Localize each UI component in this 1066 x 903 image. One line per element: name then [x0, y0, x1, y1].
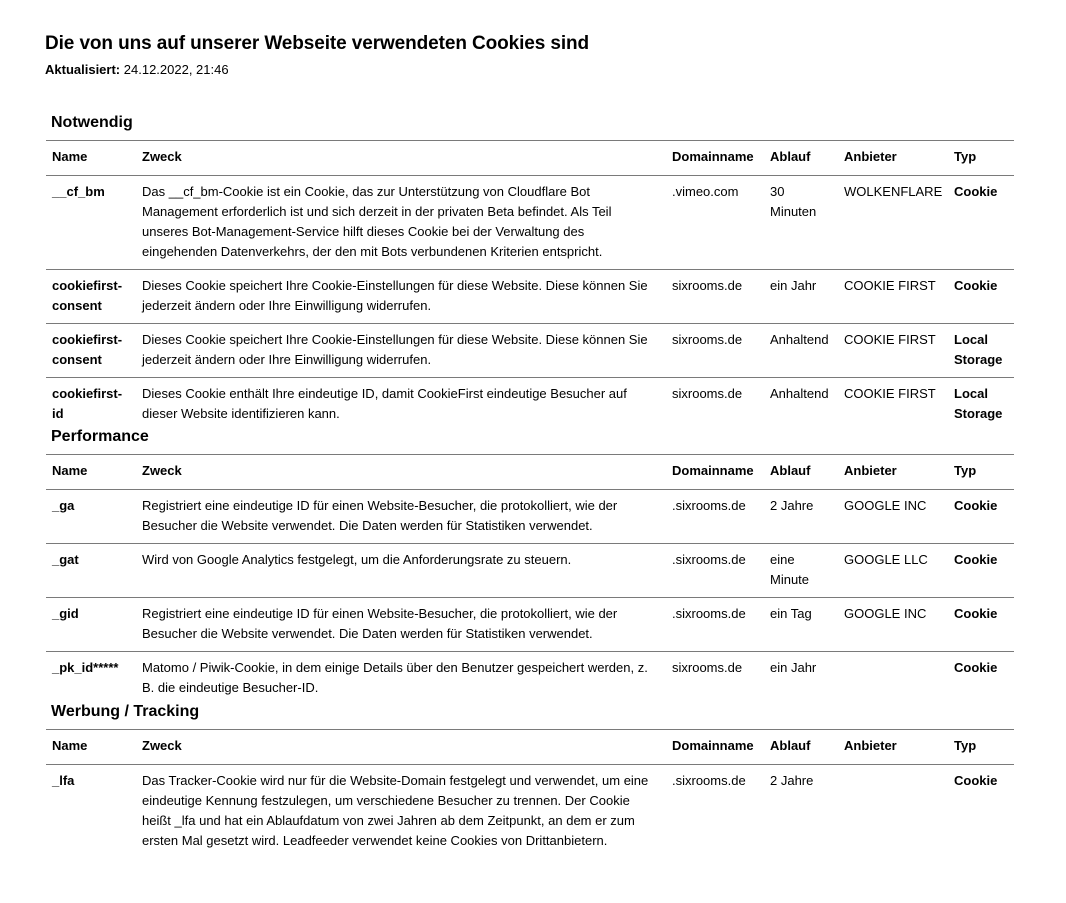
- updated-line: [45, 62, 229, 77]
- table-row: [46, 324, 1014, 378]
- cookie-provider: COOKIE FIRST: [838, 378, 948, 432]
- column-header-purpose: Zweck: [136, 455, 666, 490]
- cookie-provider: COOKIE FIRST: [838, 324, 948, 378]
- section-advertising-tracking: [46, 701, 1014, 858]
- cookie-domain: .sixrooms.de: [666, 598, 764, 652]
- table-row: [46, 490, 1014, 544]
- cookie-name: cookiefirst-consent: [46, 324, 136, 378]
- table-row: [46, 378, 1014, 432]
- table-header-row: [46, 730, 1014, 765]
- cookie-type: Cookie: [948, 765, 1014, 859]
- cookie-domain: .sixrooms.de: [666, 544, 764, 598]
- cookie-name: _gid: [46, 598, 136, 652]
- column-header-name: Name: [46, 141, 136, 176]
- cookie-purpose: Wird von Google Analytics festgelegt, um die Anforderungsrate zu steuern.: [136, 544, 666, 598]
- cookie-purpose: Registriert eine eindeutige ID für einen Website-Besucher, die protokolliert, wie der Besucher die Website verwendet. Die Daten werden für Statistiken verwendet.: [136, 598, 666, 652]
- cookie-domain: sixrooms.de: [666, 324, 764, 378]
- cookie-domain: sixrooms.de: [666, 270, 764, 324]
- column-header-type: Typ: [948, 730, 1014, 765]
- column-header-expiry: Ablauf: [764, 455, 838, 490]
- cookie-domain: sixrooms.de: [666, 652, 764, 706]
- column-header-domain: Domainname: [666, 455, 764, 490]
- cookie-expiry: 30 Minuten: [764, 176, 838, 270]
- cookie-name: cookiefirst-consent: [46, 270, 136, 324]
- cookie-purpose: Das __cf_bm-Cookie ist ein Cookie, das zur Unterstützung von Cloudflare Bot Management erforderlich ist und sich derzeit in der privaten Beta befindet. Als Teil unseres Bot-Management-Service hilft dieses Cookie bei der Verwaltung des eingehenden Datenverkehrs, der den mit Bots verbundenen Kriterien entspricht.: [136, 176, 666, 270]
- column-header-expiry: Ablauf: [764, 141, 838, 176]
- cookie-expiry: 2 Jahre: [764, 765, 838, 859]
- section-necessary: [46, 112, 1014, 431]
- column-header-domain: Domainname: [666, 730, 764, 765]
- cookie-provider: WOLKENFLARE: [838, 176, 948, 270]
- table-row: [46, 176, 1014, 270]
- cookie-table: [46, 454, 1014, 705]
- cookie-domain: sixrooms.de: [666, 378, 764, 432]
- cookie-provider: GOOGLE INC: [838, 598, 948, 652]
- column-header-name: Name: [46, 730, 136, 765]
- table-row: [46, 270, 1014, 324]
- cookie-type: Cookie: [948, 270, 1014, 324]
- cookie-domain: .vimeo.com: [666, 176, 764, 270]
- cookie-purpose: Dieses Cookie speichert Ihre Cookie-Einstellungen für diese Website. Diese können Sie jederzeit ändern oder Ihre Einwilligung widerrufen.: [136, 270, 666, 324]
- cookie-provider: GOOGLE INC: [838, 490, 948, 544]
- table-row: [46, 765, 1014, 859]
- cookie-name: __cf_bm: [46, 176, 136, 270]
- cookie-provider: COOKIE FIRST: [838, 270, 948, 324]
- cookie-type: Cookie: [948, 544, 1014, 598]
- cookie-type: Cookie: [948, 598, 1014, 652]
- column-header-name: Name: [46, 455, 136, 490]
- cookie-provider: GOOGLE LLC: [838, 544, 948, 598]
- cookie-expiry: 2 Jahre: [764, 490, 838, 544]
- section-title: Werbung / Tracking: [51, 703, 200, 720]
- cookie-expiry: Anhaltend: [764, 324, 838, 378]
- cookie-expiry: Anhaltend: [764, 378, 838, 432]
- cookie-domain: .sixrooms.de: [666, 765, 764, 859]
- cookie-expiry: ein Jahr: [764, 652, 838, 706]
- column-header-provider: Anbieter: [838, 730, 948, 765]
- cookie-purpose: Matomo / Piwik-Cookie, in dem einige Details über den Benutzer gespeichert werden, z. B. die eindeutige Besucher-ID.: [136, 652, 666, 706]
- table-row: [46, 544, 1014, 598]
- cookie-name: _ga: [46, 490, 136, 544]
- section-title: Performance: [51, 428, 149, 445]
- cookie-provider: [838, 765, 948, 859]
- table-row: [46, 652, 1014, 706]
- cookie-provider: [838, 652, 948, 706]
- table-row: [46, 598, 1014, 652]
- cookie-type: Cookie: [948, 176, 1014, 270]
- cookie-purpose: Dieses Cookie speichert Ihre Cookie-Einstellungen für diese Website. Diese können Sie jederzeit ändern oder Ihre Einwilligung widerrufen.: [136, 324, 666, 378]
- column-header-provider: Anbieter: [838, 141, 948, 176]
- cookie-type: Cookie: [948, 652, 1014, 706]
- cookie-type: Local Storage: [948, 324, 1014, 378]
- column-header-type: Typ: [948, 141, 1014, 176]
- column-header-type: Typ: [948, 455, 1014, 490]
- column-header-purpose: Zweck: [136, 730, 666, 765]
- cookie-name: _lfa: [46, 765, 136, 859]
- cookie-name: _gat: [46, 544, 136, 598]
- column-header-domain: Domainname: [666, 141, 764, 176]
- cookie-name: _pk_id*****: [46, 652, 136, 706]
- cookie-type: Local Storage: [948, 378, 1014, 432]
- cookie-domain: .sixrooms.de: [666, 490, 764, 544]
- column-header-provider: Anbieter: [838, 455, 948, 490]
- cookie-purpose: Dieses Cookie enthält Ihre eindeutige ID, damit CookieFirst eindeutige Besucher auf dieser Website identifizieren kann.: [136, 378, 666, 432]
- page-title: Die von uns auf unserer Webseite verwendeten Cookies sind: [45, 33, 590, 54]
- cookie-expiry: ein Tag: [764, 598, 838, 652]
- cookie-table: [46, 140, 1014, 431]
- section-performance: [46, 426, 1014, 705]
- cookie-purpose: Registriert eine eindeutige ID für einen Website-Besucher, die protokolliert, wie der Besucher die Website verwendet. Die Daten werden für Statistiken verwendet.: [136, 490, 666, 544]
- cookie-expiry: ein Jahr: [764, 270, 838, 324]
- cookie-expiry: eine Minute: [764, 544, 838, 598]
- cookie-table: [46, 729, 1014, 858]
- table-header-row: [46, 455, 1014, 490]
- updated-label: Aktualisiert:: [45, 62, 121, 77]
- table-header-row: [46, 141, 1014, 176]
- column-header-expiry: Ablauf: [764, 730, 838, 765]
- cookie-type: Cookie: [948, 490, 1014, 544]
- column-header-purpose: Zweck: [136, 141, 666, 176]
- section-title: Notwendig: [51, 114, 133, 131]
- cookie-name: cookiefirst-id: [46, 378, 136, 432]
- cookie-purpose: Das Tracker-Cookie wird nur für die Website-Domain festgelegt und verwendet, um eine eindeutige Kennung festzulegen, um verschiedene Besucher zu trennen. Der Cookie heißt _lfa und hat ein Ablaufdatum von zwei Jahren ab dem Zeitpunkt, an dem er zum ersten Mal gesetzt wird. Leadfeeder verwendet keine Cookies von Drittanbietern.: [136, 765, 666, 859]
- updated-value: 24.12.2022, 21:46: [123, 62, 229, 77]
